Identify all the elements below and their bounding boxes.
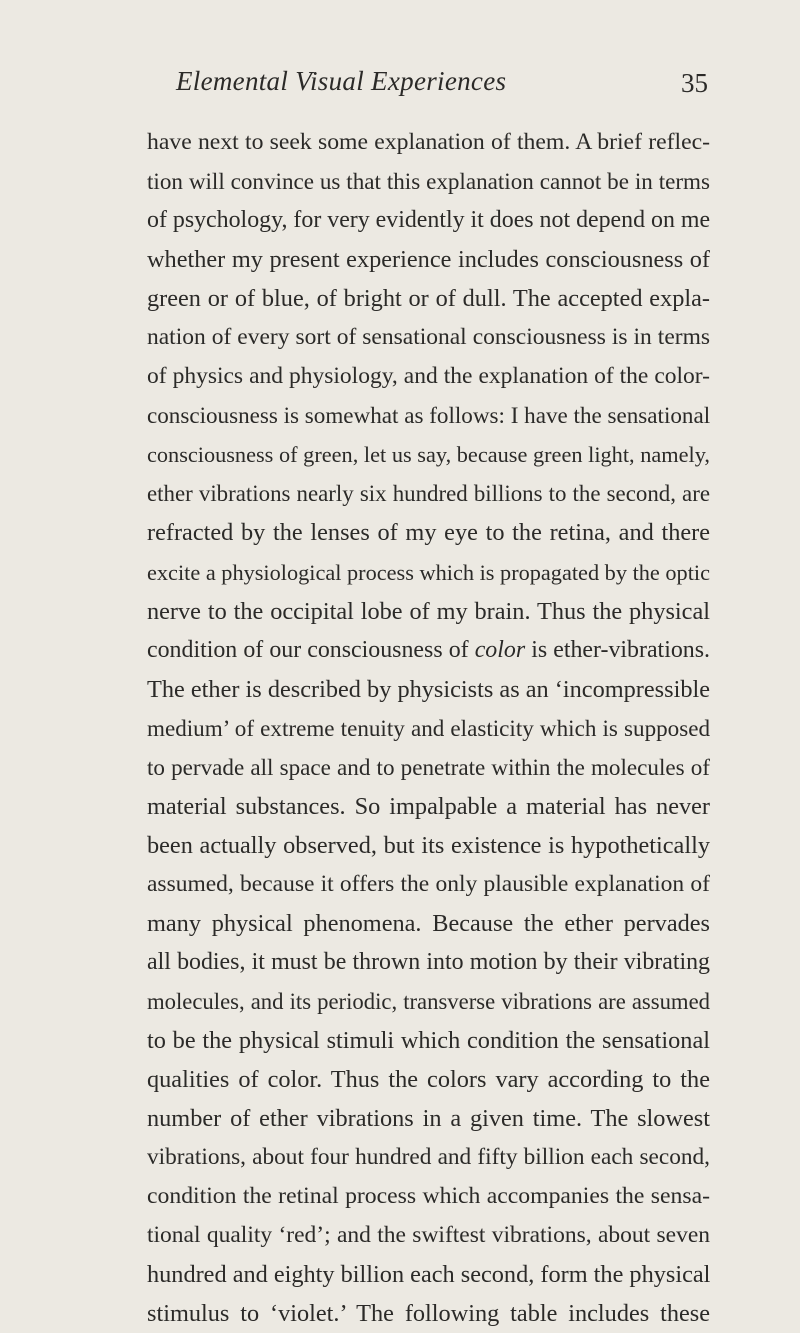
text-line: The ether is described by physicists as an ‘incompressible <box>147 675 710 703</box>
text-line: excite a physiological process which is propagated by the optic <box>147 559 710 585</box>
text-segment: is ether-vibrations. <box>525 636 710 663</box>
text-line: vibrations, about four hundred and fifty billion each second, <box>147 1144 710 1171</box>
text-line: hundred and eighty billion each second, form the physical <box>147 1261 711 1289</box>
text-line: many physical phenomena. Because the ether pervades <box>147 909 710 937</box>
text-line: qualities of color. Thus the colors vary according to the <box>147 1066 710 1094</box>
text-line: molecules, and its periodic, transverse vibrations are assumed <box>147 989 710 1015</box>
text-line: ether vibrations nearly six hundred billions to the second, are <box>147 481 710 507</box>
page-number: 35 <box>681 68 708 98</box>
running-title: Elemental Visual Experiences <box>176 66 507 96</box>
text-line: green or of blue, of bright or of dull. The accepted expla- <box>147 285 710 313</box>
body-paragraph <box>147 123 710 1333</box>
text-line: assumed, because it offers the only plausible explanation of <box>147 870 710 897</box>
text-segment: condition of our consciousness of <box>147 636 475 663</box>
text-line: tional quality ‘red’; and the swiftest vibrations, about seven <box>147 1222 710 1249</box>
text-line: to pervade all space and to penetrate within the molecules of <box>147 753 710 780</box>
text-line: consciousness of green, let us say, because green light, namely, <box>147 442 710 468</box>
text-line: of physics and physiology, and the explanation of the color- <box>147 363 710 390</box>
page-header <box>148 66 708 106</box>
text-line: condition the retinal process which accompanies the sensa- <box>147 1183 710 1210</box>
text-line-with-italic <box>147 631 710 670</box>
text-line: tion will convince us that this explanation cannot be in terms <box>147 168 710 195</box>
italic-word-color: color <box>474 636 526 663</box>
text-line: all bodies, it must be thrown into motion by their vibrating <box>147 948 710 975</box>
text-line: of psychology, for very evidently it does not depend on me <box>147 207 711 234</box>
text-line: have next to seek some explanation of them. A brief reflec- <box>147 129 710 155</box>
text-line: nation of every sort of sensational consciousness is in terms <box>147 324 710 351</box>
text-line: nerve to the occipital lobe of my brain. Thus the physical <box>147 597 710 625</box>
text-line: material substances. So impalpable a material has never <box>147 792 710 820</box>
text-line: to be the physical stimuli which condition the sensational <box>147 1027 710 1055</box>
text-line: consciousness is somewhat as follows: I have the sensational <box>147 402 711 429</box>
text-line: stimulus to ‘violet.’ The following table includes these <box>147 1300 710 1328</box>
text-line: number of ether vibrations in a given time. The slowest <box>147 1105 710 1133</box>
text-line: been actually observed, but its existence is hypothetically <box>147 831 710 859</box>
text-line: medium’ of extreme tenuity and elasticity which is supposed <box>147 714 710 741</box>
text-line: refracted by the lenses of my eye to the retina, and there <box>147 519 710 547</box>
text-line: whether my present experience includes consciousness of <box>147 246 710 274</box>
